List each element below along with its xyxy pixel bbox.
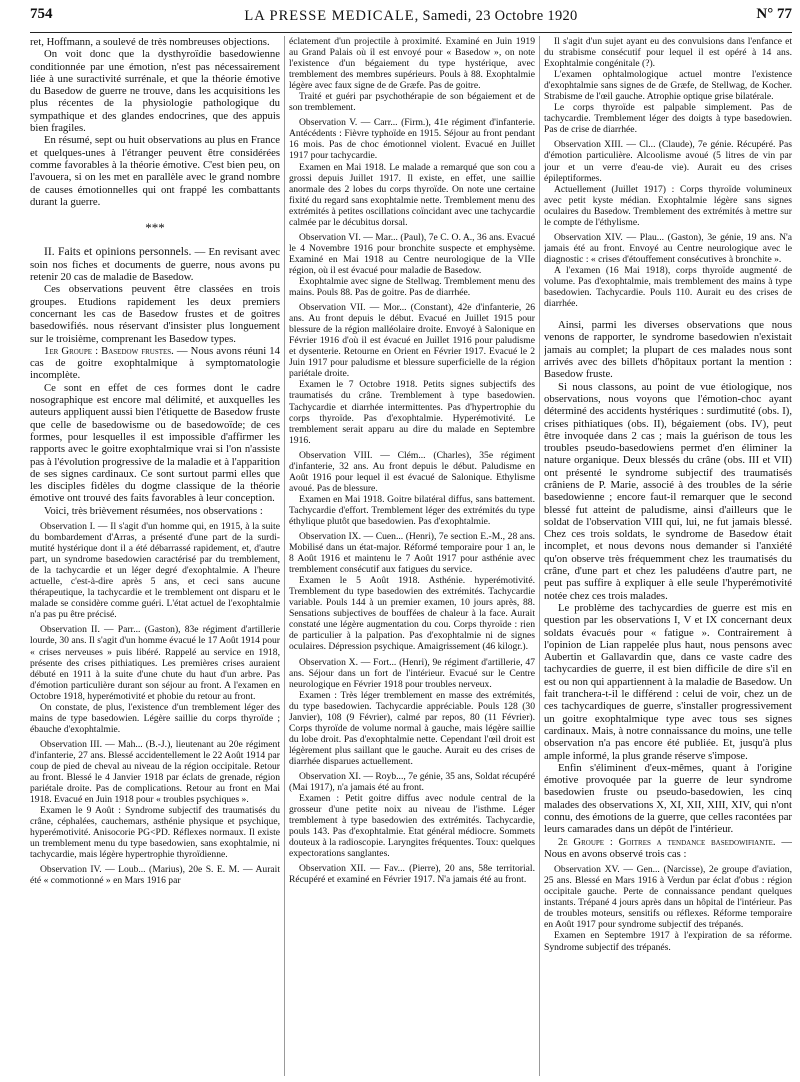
paragraph: L'examen ophtalmologique actuel montre l'existence d'exophtalmie sans signes de de Græfe, de Stellwag, de Kocher. Strabisme de l'œil gauche. Atrophie optique grise bilatérale. (544, 69, 792, 103)
column-left (30, 36, 280, 1076)
observation: Observation XIV. — Plau... (Gaston), 3e génie, 19 ans. N'a jamais été au front. Envoyé au Centre neurologique avec le diagnostic : « crises d'étouffement consécutives à bronchite ». (544, 231, 792, 265)
paragraph: Voici, très brièvement résumées, nos observations : (44, 504, 263, 517)
observation: On constate, de plus, l'existence d'un tremblement léger des mains de type basedowien. Légère saillie du corps thyroïde ; ébauche d'exophtalmie. (30, 701, 280, 735)
paragraph: Il s'agit d'un sujet ayant eu des convulsions dans l'enfance et du strabisme consécutif pour lequel il est opéré à 14 ans. Exophtalmie congénitale (?). (544, 36, 792, 70)
paragraph: On voit donc que la dysthyroïdie basedowienne conditionnée par une émotion, n'est pas nécessairement liée à une suractivité surrénale, et que la théorie émotive du Basedow de guerre ne trouve, dans les acquisitions les plus récentes de la physiologie pathologique du sympathique et des glandes endocrines, que des appuis bien fragiles. (30, 48, 280, 135)
observation: Observation XIII. — Cl... (Claude), 7e génie. Récupéré. Pas d'émotion particulière. Alcoolisme avoué (5 litres de vin par jour et un verre d'eau-de vie). Aurait eu des crises épileptiformes. (544, 139, 792, 184)
observation: Observation I. — Il s'agit d'un homme qui, en 1915, à la suite du bombardement d'Arras, a présenté d'une part de la surdi-mutité hystérique dont il a été débarrassé rapidement, et, d'autre part, un syndrome basedowien caractérisé par du tremblement, de la tachycardie et un léger degré d'exophtalmie. A l'heure actuelle, c'est-à-dire après 5 ans, et ceci sans aucune thérapeutique, la tachycardie et le tremblement ont disparu et le malade se considère comme guéri. L'état actuel de l'exophtalmie n'a pas pu être précisé. (30, 520, 280, 621)
paragraph: Enfin s'éliminent d'eux-mêmes, quant à l'origine émotive provoquée par la guerre de leur syndrome basedowien fruste ou pseudo-basedowien, les cinq malades des observations X, XI, XII, XIII, XIV, qui n'ont connu, des émotions de la guerre, que celles racontées par leurs camarades dans un dépôt de l'intérieur. (544, 761, 792, 836)
column-divider (284, 36, 285, 1076)
observation: Examen le 5 Août 1918. Asthénie. hyperémotivité. Tremblement du type basedowien des extrémités. Tachycardie variable. Pouls 144 à un premier examen, 10 jours après, 88. Sensations subjectives de bouffées de chaleur à la face. Aurait constaté une légère augmentation du cou. Corps thyroïde : rien de particulier à la palpation. Pas d'exophtalmie ni de signes oculaires. Dépression psychique. Amaigrissement (46 kilogr.). (289, 575, 535, 653)
paragraph: Ces observations peuvent être classées en trois groupes. Etudions rapidement les deux premiers concernant les cas de Basedow frustes et de goitres basedowifiés. nous réservant d'insister plus longuement sur le troisième, comprenant les Basedow types. (30, 283, 280, 345)
observation: Observation VII. — Mor... (Constant), 42e d'infanterie, 26 ans. Au front depuis le début. Evacué en Juillet 1915 pour blessure de la région malléolaire droite. Envoyé à Salonique en Février 1916 d'où il est évacué en Juillet 1916 pour paludisme et dysenterie. Retourne en Orient en Février 1917. Evacué le 2 Juin 1917 pour paludisme et blessure superficielle de la région pariétale droite. (289, 302, 535, 380)
observation: Observation IV. — Loub... (Marius), 20e S. E. M. — Aurait été « commotionné » en Mars 1916 par (30, 864, 280, 887)
paragraph: ret, Hoffmann, a soulevé de très nombreuses objections. (30, 36, 270, 48)
group-label: 1er Groupe : Basedow frustes. (44, 344, 174, 357)
observation: Observation VI. — Mar... (Paul), 7e C. O. A., 36 ans. Evacué le 4 Novembre 1916 pour bronchite suspecte et emphysème. Examiné en Mai 1918 au Centre neurologique de la VIIe région, où il est évacué pour maladie de Basedow. (289, 231, 535, 276)
observation: Observation IX. — Cuen... (Henri), 7e section E.-M., 28 ans. Mobilisé dans un état-major. Réformé temporaire pour 1 an, le 8 Août 1916 et maintenu le 7 Août 1917 pour asthénie avec tremblement consécutif aux fatigues du service. (289, 531, 535, 576)
running-title (30, 8, 792, 25)
group-label: 2e Groupe : Goitres a tendance basedowifiante. (558, 835, 776, 848)
observation: Observation XII. — Fav... (Pierre), 20 ans, 58e territorial. Récupéré et examiné en Février 1917. N'a jamais été au front. (289, 863, 535, 886)
observation: Observation XI. — Royb..., 7e génie, 35 ans, Soldat récupéré (Mai 1917), n'a jamais été au front. (289, 771, 535, 794)
observation: Examen : Très léger tremblement en masse des extrémités, du type basedowien. Tachycardie appréciable. Pouls 128 (30 Janvier), 108 (9 Février), calmé par repos, 80 (11 Février). Corps thyroïde de volume normal à gauche, mais légère saillie du lobe droit. Pas d'exophtalmie nette. Cependant l'œil droit est légèrement plus saillant que le gauche. Aurait eu des crises de diarrhée disparues actuellement. (289, 689, 535, 767)
column-divider (539, 36, 540, 1076)
section-intro: — En revisant avec soin nos fiches et documents de guerre, nous avons pu retenir 20 cas de maladie de Basedow. (30, 246, 280, 284)
observation: Observation XV. — Gen... (Narcisse), 2e groupe d'aviation, 25 ans. Blessé en Mars 1916 à Verdun par éclat d'obus : région occipitale gauche. Perte de connaissance pendant quelques instants. Trépané 4 jours après dans un hôpital de l'intérieur. Pas de troubles moteurs, sensitifs ou réflexes. Réforme temporaire en Août 1917 pour syndrome subjectif des trépanés. (544, 864, 792, 931)
observation: Observation III. — Mah... (B.-J.), lieutenant au 20e régiment d'infanterie, 27 ans. Blessé accidentellement le 22 Août 1914 par coup de pied de cheval au niveau de la région occipitale. Retour au front. Blessé le 4 Janvier 1918 par éclats de grenade, région pariétale droite. Pas de complications. Retour au front en Mai 1918. Evacué en Juin 1918 pour « troubles psychiques ». (30, 738, 280, 806)
journal-name: LA PRESSE MEDICALE (244, 8, 415, 24)
page-number: 754 (30, 6, 53, 22)
paragraph: Si nous classons, au point de vue étiologique, nos observations, nous voyons que l'émotion-choc ayant déterminé des accidents hystériques : surdimutité (obs. I), crises pithiatiques (obs. II), bégaiement (obs. IV), peut être invoquée dans 2 cas ; mais la guérison de tous les troubles pseudo-basedowiens permet d'en éliminer la nature organique. Deux blessés du crâne (obs. III et VII) ont présenté le syndrome subjectif des traumatisés crâniens de P. Marie, associé à des troubles de la série basedowienne ; encore faut-il remarquer que le second blessé fut atteint de paludisme, ainsi d'ailleurs que le soldat de l'observation VIII qui, lui, ne fut jamais blessé. Chez ces trois soldats, le syndrome de Basedow était incomplet, et nous devons nous demander si l'anxiété qu'on observe très fréquemment chez les traumatisés du crâne, d'une part et chez les paludéens d'autre part, ne peut pas suffire à expliquer à elle seule l'hyperémotivité notée chez ces trois malades. (544, 380, 792, 602)
section-heading (30, 246, 280, 283)
observation: Observation II. — Parr... (Gaston), 83e régiment d'artillerie lourde, 30 ans. Il s'agit d'un homme évacué le 17 Août 1914 pour « crises nerveuses » puis libéré. Rappelé au service en 1918, présente des crises pithiatiques. Les premières crises auraient débuté en 1911 à la suite d'une chute du haut d'un arbre. Pas d'émotion particulière durant son séjour au front. A l'examen en Octobre 1918, hyperémotivité et phobie du retour au front. (30, 624, 280, 702)
observation: Exophtalmie avec signe de Stellwag. Tremblement menu des mains. Pouls 88. Pas de goitre. Pas de diarrhée. (289, 275, 535, 299)
observation: A l'examen (16 Mai 1918), corps thyroïde augmenté de volume. Pas d'exophtalmie, mais tremblement des mains à type basedowien. Tachycardie. Pouls 110. Aurait eu des crises de diarrhée. (544, 264, 792, 310)
page-header (30, 6, 792, 33)
observation: Examen le 9 Août : Syndrome subjectif des traumatisés du crâne, céphalées, cauchemars, asthénie physique et psychique, hyperémotivité. Anisocorie PG<PD. Réflexes normaux. Il existe un tremblement menu du type basedowien, sans exophtalmie, ni tachycardie, mais légère hypertrophie thyroïdienne. (30, 805, 280, 861)
paragraph: éclatement d'un projectile à proximité. Examiné en Juin 1919 au Grand Palais où il est envoyé pour « Basedow », on note l'existence d'un bégaiement du type hystérique, avec tremblement des membres supérieurs. Pouls à 88. Exophtalmie légère avec faux signe de de Græfe. Pas de goitre. (289, 36, 535, 92)
column-right (544, 36, 792, 1076)
group-heading (544, 836, 792, 861)
observation: Observation VIII. — Clém... (Charles), 35e régiment d'infanterie, 32 ans. Au front depuis le début. Paludisme en Août 1916 pour lequel il est évacué de Salonique. Ethylisme avoué. Pas de blessure. (289, 449, 535, 494)
observation: Actuellement (Juillet 1917) : Corps thyroïde volumineux avec petit kyste médian. Exophtalmie légère sans signes oculaires du Basedow. Tremblement des extrémités à mettre sur le compte de l'éthylisme. (544, 183, 792, 228)
column-middle (289, 36, 535, 1076)
section-title: II. Faits et opinions personnels. (44, 245, 192, 259)
paragraph: En résumé, sept ou huit observations au plus en France et quelques-unes à l'étranger peuvent être considérées comme favorables à la théorie émotive. C'est bien peu, on l'avouera, si on les met en parallèle avec le grand nombre de causes émotionnelles qui ont frappé les combattants durant la guerre. (30, 134, 280, 208)
group-heading (30, 345, 280, 382)
observation: Examen en Septembre 1917 à l'expiration de sa réforme. Syndrome subjectif des trépanés. (544, 930, 792, 953)
group-intro: — Nous avons réuni 14 cas de goitre exophtalmique à symptomatologie incomplète. (30, 344, 280, 382)
group-intro: — Nous en avons observé trois cas : (544, 835, 792, 860)
paragraph: Ce sont en effet de ces formes dont le cadre nosographique est encore mal délimité, et auxquelles les auteurs appliquent aussi bien l'étiquette de Basedow fruste que celle de basedowisme ou de basedowoïde; de ces formes, pour lesquelles il est impossible d'affirmer les rapports avec le goitre exophtalmique vrai si l'on n'assiste pas à l'évolution progressive de la maladie et à l'apparition de ses signes cardinaux. Ce sont surtout parmi elles que les disciples fidèles du dogme classique de la théorie émotive ont trouvé des faits favorables à leur conception. (30, 381, 280, 505)
section-separator: *** (145, 220, 165, 236)
observation: Examen en Mai 1918. Le malade a remarqué que son cou a grossi depuis Juillet 1917. Il existe, en effet, une saillie anormale des 2 lobes du corps thyroïde. On note une certaine fixité du regard sans exophtalmie nette. Tremblement menu des extrémités à petites oscillations coïncidant avec une tachycardie calmée par le décubitus dorsal. (289, 161, 535, 228)
paragraph: Le problème des tachycardies de guerre est mis en question par les observations I, V et IX concernant deux soldats évacués pour « fatigue ». Contrairement à l'opinion de Lian rappelée plus haut, nous pensons avec Aubertin et Gallavardin que, dans ce vaste cadre des tachycardies de guerre, il est bien difficile de dire s'il en est ou non qui appartiennent à la maladie de Basedow. Un fait tranchera-t-il le différend : celui de voir, chez un de ces tachycardiques de guerre, s'installer progressivement un goitre exophtalmique type avec tous ses signes cardinaux. Mais, à notre connaissance du moins, une telle observation n'a pas encore été publiée. Et, jusqu'à plus ample informé, la plus grande réserve s'impose. (544, 601, 792, 762)
issue-number: N° 77 (756, 6, 792, 22)
issue-date: , Samedi, 23 Octobre 1920 (414, 8, 578, 24)
observation: Observation V. — Carr... (Firm.), 41e régiment d'infanterie. Antécédents : Fièvre typhoïde en 1915. Séjour au front pendant 16 mois. Pas de choc émotionnel violent. Evacué en Juillet 1917 pour tachycardie. (289, 117, 535, 162)
paragraph: Le corps thyroïde est palpable simplement. Pas de tachycardie. Tremblement léger des doigts à type basedowien. Pas de crise de diarrhée. (544, 102, 792, 136)
paragraph: Traité et guéri par psychothérapie de son bégaiement et de son tremblement. (289, 91, 535, 114)
observation: Examen : Petit goitre diffus avec nodule central de la grosseur d'une petite noix au niveau de l'isthme. Léger tremblement à type basedowien des extrémités. Tachycardie, pouls 143. Pas d'exophtalmie. Etat général médiocre. Sommets douteux à la radioscopie. Laryngites fréquentes. Toux: quelques expectorations sanglantes. (289, 793, 535, 860)
observation: Examen en Mai 1918. Goitre bilatéral diffus, sans battement. Tachycardie d'effort. Tremblement léger des extrémités du type éthylique plutôt que basedowien. Pas d'exophtalmie. (289, 493, 535, 527)
observation: Observation X. — Fort... (Henri), 9e régiment d'artillerie, 47 ans. Séjour dans un fort de l'intérieur. Evacué sur le Centre neurologique en Février 1918 pour troubles nerveux. (289, 656, 535, 690)
paragraph: Ainsi, parmi les diverses observations que nous venons de rapporter, le syndrome basedowien n'existait jamais au complet; la plupart de ces malades nous sont arrivés avec des billets d'hôpitaux portant la mention : Basedow fruste. (544, 319, 792, 381)
observation: Examen le 7 Octobre 1918. Petits signes subjectifs des traumatisés du crâne. Tremblement à type basedowien. Tachycardie et diarrhée intermittentes. Pas d'hypertrophie du corps thyroïde. Pas d'exophtalmie. Hyperémotivité. Le tremblement serait apparu au dire du malade en Septembre 1916. (289, 379, 535, 446)
